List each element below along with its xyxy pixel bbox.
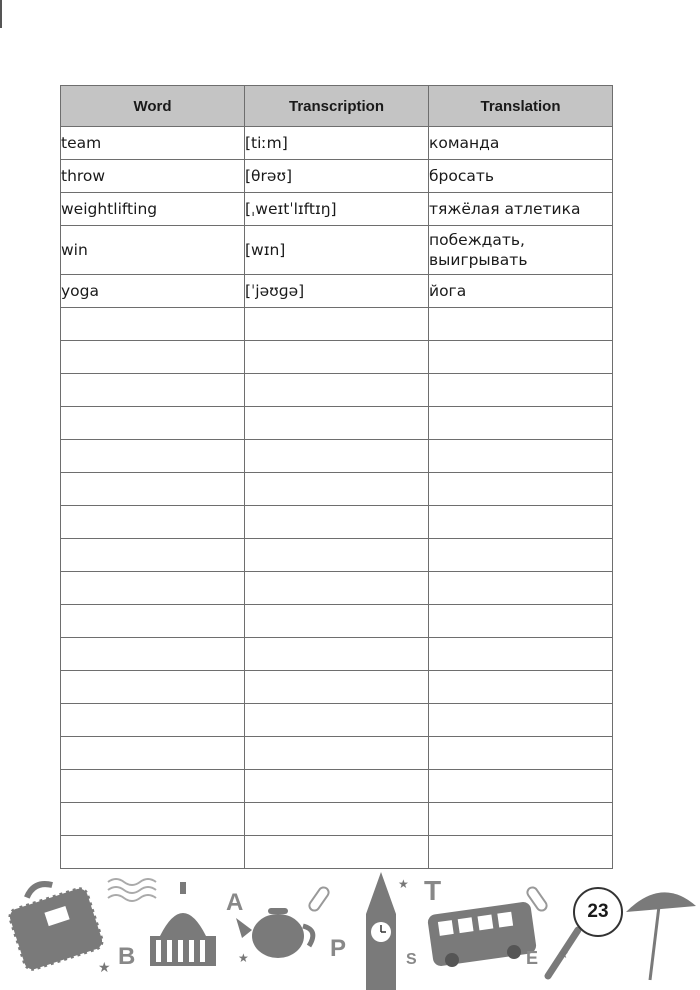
empty-cell	[61, 308, 245, 341]
empty-cell	[429, 803, 613, 836]
translation-cell: бросать	[429, 160, 613, 193]
empty-table-row	[61, 704, 613, 737]
empty-cell	[61, 803, 245, 836]
empty-cell	[61, 341, 245, 374]
header-translation: Translation	[429, 86, 613, 127]
word-cell: yoga	[61, 275, 245, 308]
empty-cell	[245, 539, 429, 572]
table-row	[61, 226, 613, 275]
letter-a: A	[226, 889, 244, 916]
empty-cell	[61, 440, 245, 473]
empty-cell	[245, 638, 429, 671]
page-edge-mark	[0, 0, 2, 28]
empty-table-row	[61, 572, 613, 605]
transcription-cell: [θrəʊ]	[245, 160, 429, 193]
empty-cell	[429, 704, 613, 737]
header-word: Word	[61, 86, 245, 127]
empty-cell	[245, 308, 429, 341]
empty-cell	[61, 572, 245, 605]
table-row	[61, 275, 613, 308]
empty-cell	[61, 671, 245, 704]
empty-cell	[61, 473, 245, 506]
svg-text:★: ★	[98, 960, 111, 976]
bus-icon	[427, 901, 537, 967]
empty-table-row	[61, 440, 613, 473]
empty-cell	[61, 770, 245, 803]
empty-cell	[245, 671, 429, 704]
letter-b: B	[118, 943, 136, 970]
stamp-icon	[108, 879, 156, 901]
letter-t: T	[424, 875, 442, 906]
empty-cell	[245, 770, 429, 803]
empty-cell	[245, 473, 429, 506]
empty-cell	[61, 638, 245, 671]
suitcase-icon	[6, 881, 106, 973]
empty-cell	[429, 605, 613, 638]
svg-text:★: ★	[238, 951, 249, 965]
word-cell: win	[61, 226, 245, 275]
empty-cell	[429, 341, 613, 374]
empty-table-row	[61, 407, 613, 440]
empty-cell	[429, 374, 613, 407]
empty-table-row	[61, 506, 613, 539]
empty-cell	[429, 506, 613, 539]
empty-cell	[245, 572, 429, 605]
table-row	[61, 193, 613, 226]
empty-cell	[429, 308, 613, 341]
transcription-cell: [tiːm]	[245, 127, 429, 160]
empty-cell	[429, 572, 613, 605]
empty-table-row	[61, 803, 613, 836]
empty-table-row	[61, 638, 613, 671]
translation-cell: побеждать, выигрывать	[429, 226, 613, 275]
svg-text:★: ★	[558, 947, 569, 961]
empty-cell	[61, 605, 245, 638]
empty-cell	[61, 737, 245, 770]
empty-cell	[245, 605, 429, 638]
vocabulary-table	[60, 85, 613, 869]
empty-table-row	[61, 605, 613, 638]
empty-table-row	[61, 770, 613, 803]
translation-cell: йога	[429, 275, 613, 308]
empty-cell	[61, 374, 245, 407]
letter-e: E	[526, 948, 539, 968]
empty-cell	[245, 440, 429, 473]
transcription-cell: [ˌweɪtˈlɪftɪŋ]	[245, 193, 429, 226]
transcription-cell: [wɪn]	[245, 226, 429, 275]
table-row	[61, 127, 613, 160]
empty-cell	[245, 836, 429, 869]
empty-cell	[429, 407, 613, 440]
svg-text:★: ★	[398, 877, 409, 891]
empty-cell	[61, 836, 245, 869]
empty-cell	[245, 803, 429, 836]
empty-cell	[245, 407, 429, 440]
header-transcription: Transcription	[245, 86, 429, 127]
empty-cell	[61, 506, 245, 539]
empty-cell	[429, 836, 613, 869]
table-row	[61, 160, 613, 193]
translation-cell: команда	[429, 127, 613, 160]
empty-cell	[61, 704, 245, 737]
empty-table-row	[61, 737, 613, 770]
letter-s: S	[406, 951, 417, 968]
empty-cell	[429, 440, 613, 473]
big-ben-icon	[366, 872, 396, 990]
empty-table-row	[61, 836, 613, 869]
empty-table-row	[61, 374, 613, 407]
empty-cell	[61, 539, 245, 572]
empty-cell	[429, 473, 613, 506]
empty-table-row	[61, 473, 613, 506]
empty-cell	[429, 671, 613, 704]
empty-cell	[245, 737, 429, 770]
table-header-row	[61, 86, 613, 127]
transcription-cell: [ˈjəʊɡə]	[245, 275, 429, 308]
empty-cell	[429, 737, 613, 770]
word-cell: weightlifting	[61, 193, 245, 226]
empty-table-row	[61, 539, 613, 572]
translation-cell: тяжёлая атлетика	[429, 193, 613, 226]
empty-table-row	[61, 671, 613, 704]
empty-cell	[61, 407, 245, 440]
umbrella-icon	[626, 892, 696, 980]
empty-cell	[429, 770, 613, 803]
empty-table-row	[61, 341, 613, 374]
word-cell: throw	[61, 160, 245, 193]
empty-cell	[429, 539, 613, 572]
page-number: 23	[573, 887, 623, 937]
empty-cell	[245, 506, 429, 539]
empty-cell	[245, 704, 429, 737]
letter-p: P	[330, 935, 347, 962]
empty-cell	[245, 341, 429, 374]
word-cell: team	[61, 127, 245, 160]
empty-cell	[245, 374, 429, 407]
empty-table-row	[61, 308, 613, 341]
capitol-icon	[150, 882, 216, 966]
empty-cell	[429, 638, 613, 671]
